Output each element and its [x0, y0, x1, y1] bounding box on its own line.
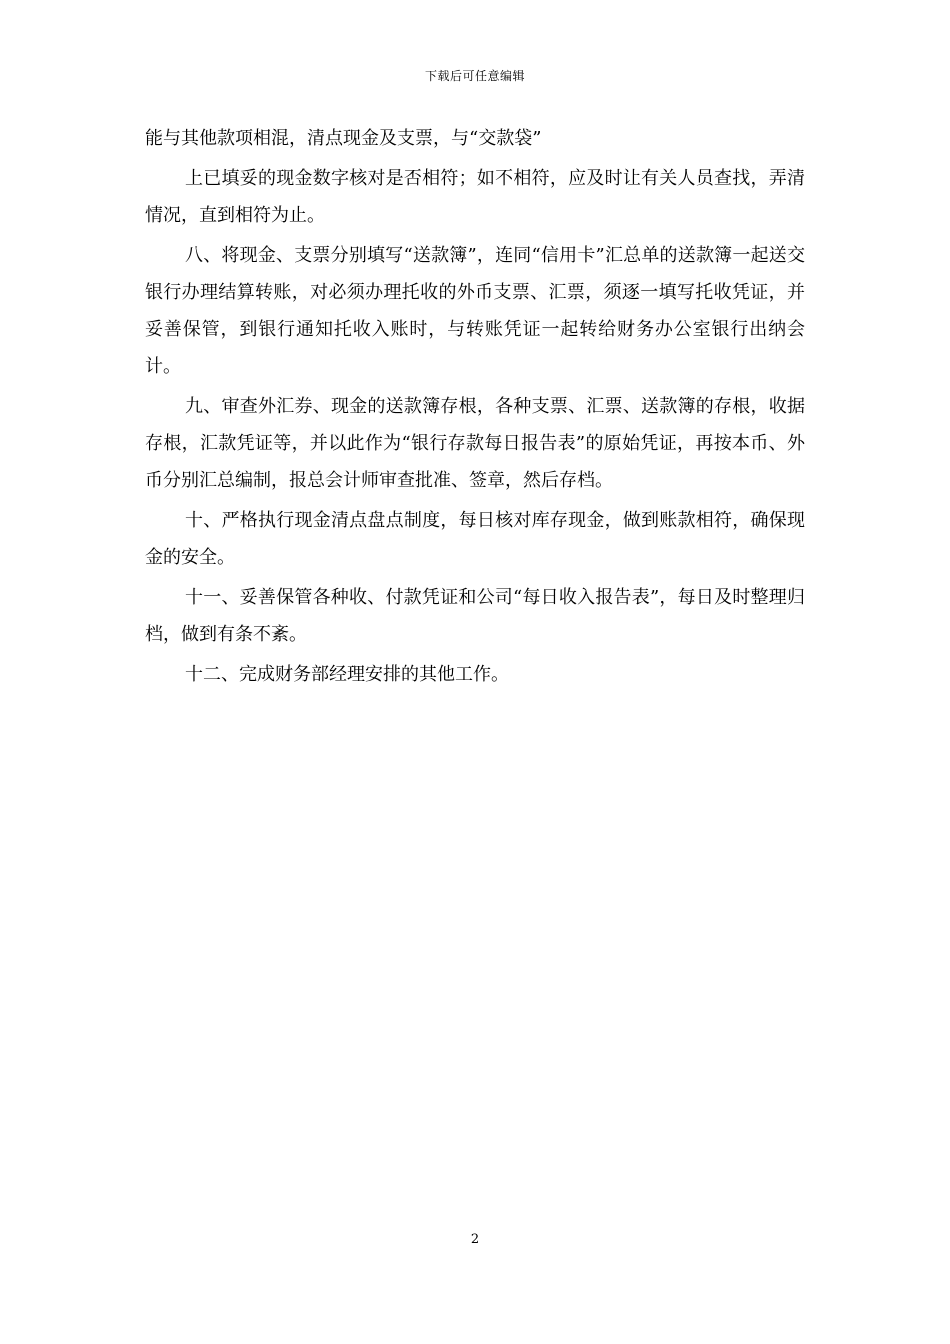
paragraph-continuation: 能与其他款项相混，清点现金及支票，与“交款袋”	[145, 128, 542, 149]
paragraph-item-12: 十二、完成财务部经理安排的其他工作。	[185, 664, 509, 685]
page-number: 2	[470, 1232, 480, 1247]
paragraph-verify-cash: 上已填妥的现金数字核对是否相符；如不相符，应及时让有关人员查找，弄清情况，直到相符为止。	[145, 168, 805, 226]
page-header: 下载后可任意编辑	[424, 69, 525, 83]
paragraph-item-11: 十一、妥善保管各种收、付款凭证和公司“每日收入报告表”，每日及时整理归档，做到有条不紊。	[145, 587, 805, 645]
paragraph-item-10: 十、严格执行现金清点盘点制度，每日核对库存现金，做到账款相符，确保现金的安全。	[145, 510, 805, 568]
document-body	[145, 120, 805, 696]
paragraph-item-8: 八、将现金、支票分别填写“送款簿”，连同“信用卡”汇总单的送款簿一起送交银行办理结算转账，对必须办理托收的外币支票、汇票，须逐一填写托收凭证，并妥善保管，到银行通知托收入账时，与转账凭证一起转给财务办公室银行出纳会计。	[145, 245, 805, 377]
paragraph-item-9: 九、审查外汇券、现金的送款簿存根，各种支票、汇票、送款簿的存根，收据存根，汇款凭证等，并以此作为“银行存款每日报告表”的原始凭证，再按本币、外币分别汇总编制，报总会计师审查批准、签章，然后存档。	[145, 396, 805, 491]
